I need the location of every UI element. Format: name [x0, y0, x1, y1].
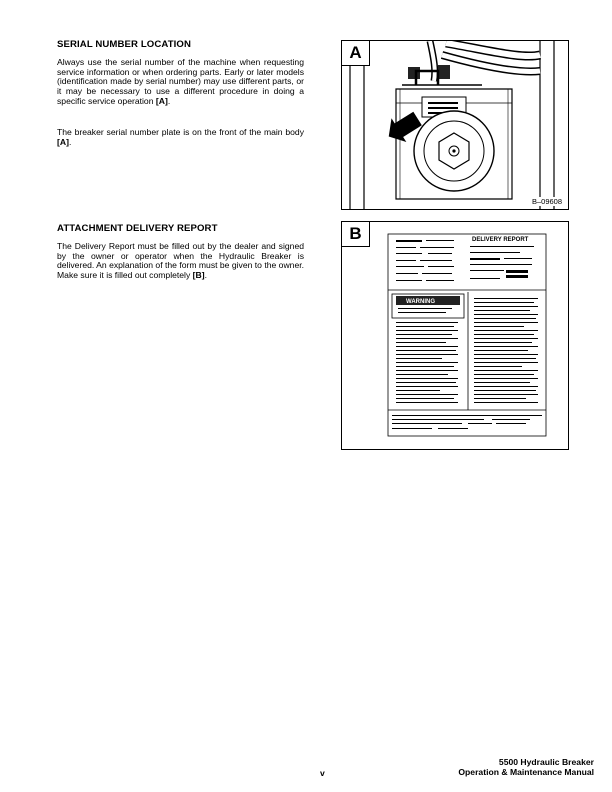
serial-para1-end: .: [167, 95, 171, 106]
page-number: v: [320, 768, 325, 778]
serial-para1-figure-ref: [A]: [155, 95, 168, 106]
delivery-para-end: .: [204, 270, 207, 281]
delivery-para-figure-ref: [B]: [192, 270, 205, 281]
figure-a-letter: A: [342, 41, 370, 66]
footer-title-line-1: 5500 Hydraulic Breaker: [498, 757, 594, 767]
serial-para2-figure-ref: [A]: [57, 136, 69, 147]
delivery-report-form-title: DELIVERY REPORT: [472, 237, 529, 243]
delivery-report-heading: ATTACHMENT DELIVERY REPORT: [57, 223, 218, 234]
breaker-serial-plate-illustration: [342, 41, 568, 209]
figure-b: [341, 221, 569, 450]
footer-title: [458, 757, 594, 777]
serial-para1-text: Always use the serial number of the machine when requesting service information or when ordering parts. Early or later models (identification made by serial number) may use different parts, or it may be necessary to use a different procedure in doing a specific service operation: [57, 57, 304, 106]
delivery-report-paragraph: [57, 242, 304, 281]
footer-title-line-2: Operation & Maintenance Manual: [458, 767, 594, 777]
delivery-para-text: The Delivery Report must be filled out by the dealer and signed by the owner or operator when the Hydraulic Breaker is delivered. An explanation of the form must be given to the owner. Make sure it is filled out completely: [57, 241, 304, 281]
figure-a: [341, 40, 569, 210]
figure-b-letter: B: [342, 222, 370, 247]
serial-para2-text: The breaker serial number plate is on the front of the main body: [57, 127, 304, 137]
serial-number-paragraph-2: [57, 128, 304, 147]
serial-para2-end: .: [68, 136, 72, 147]
serial-number-paragraph-1: [57, 58, 304, 107]
figure-a-code: B–09608: [531, 197, 562, 206]
delivery-report-form-illustration: [342, 222, 568, 449]
serial-number-heading: SERIAL NUMBER LOCATION: [57, 39, 192, 50]
warning-label: WARNING: [406, 299, 435, 305]
